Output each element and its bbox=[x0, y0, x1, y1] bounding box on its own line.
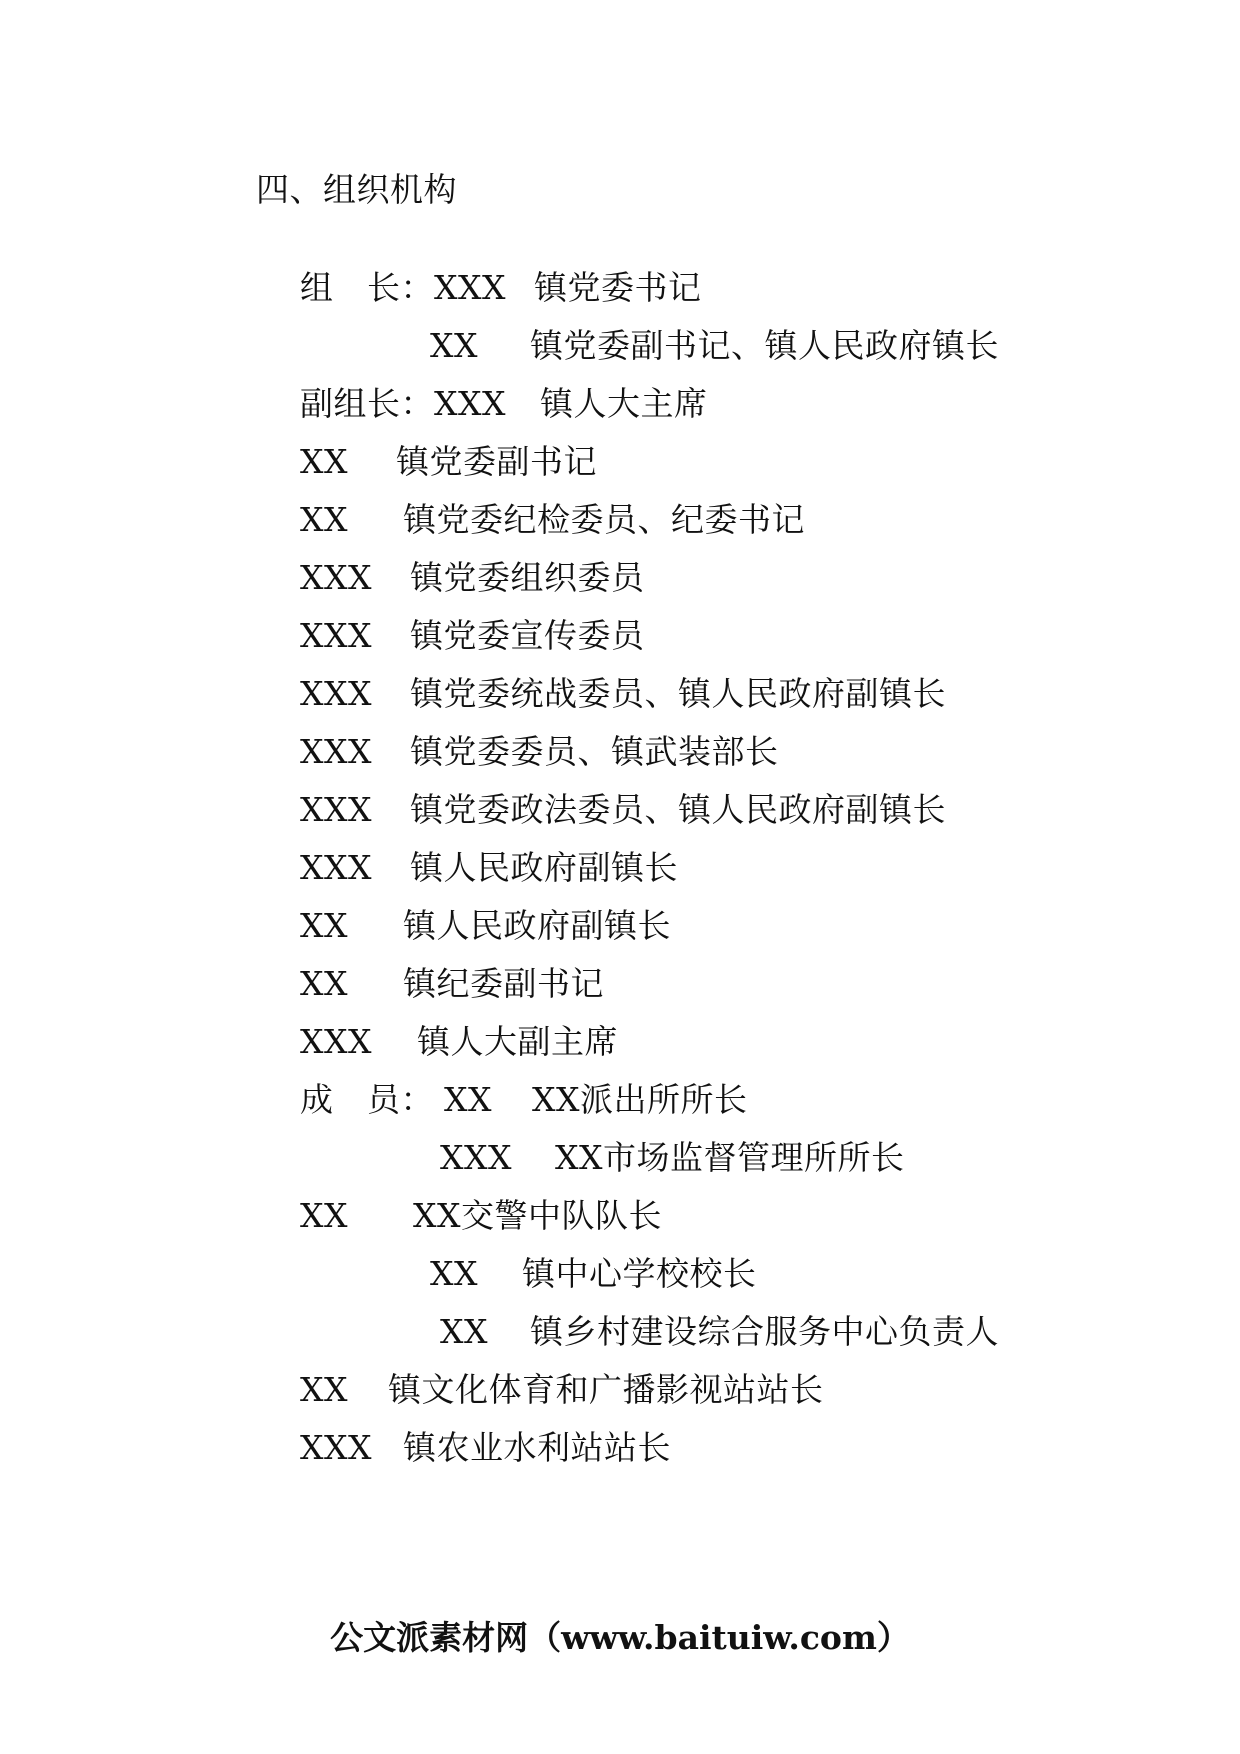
member-label: 组 长： bbox=[299, 268, 434, 307]
member-role: XX交警中队队长 bbox=[412, 1196, 662, 1235]
member-name: XXX bbox=[299, 848, 372, 887]
member-role: XX市场监督管理所所长 bbox=[554, 1138, 905, 1177]
member-label: 成 员： bbox=[299, 1080, 434, 1119]
member-name: XX bbox=[299, 500, 348, 539]
member-name: XXX bbox=[433, 268, 506, 307]
member-name: XX bbox=[299, 1370, 348, 1409]
member-name: XXX bbox=[299, 732, 372, 771]
member-role: 镇文化体育和广播影视站站长 bbox=[387, 1370, 824, 1409]
member-role: 镇党委宣传委员 bbox=[409, 616, 645, 655]
footer-watermark: 公文派素材网（www.baituiw.com） bbox=[330, 1618, 910, 1657]
member-role: 镇乡村建设综合服务中心负责人 bbox=[529, 1312, 999, 1351]
member-name: XX bbox=[429, 1254, 478, 1293]
member-role: 镇农业水利站站长 bbox=[402, 1428, 671, 1467]
member-name: XX bbox=[443, 1080, 492, 1119]
member-name: XXX bbox=[299, 674, 372, 713]
member-name: XXX bbox=[433, 384, 506, 423]
member-name: XX bbox=[299, 964, 348, 1003]
member-name: XX bbox=[299, 1196, 348, 1235]
member-name: XX bbox=[299, 442, 348, 481]
member-role: 镇党委委员、镇武装部长 bbox=[409, 732, 779, 771]
member-label: 副组长： bbox=[299, 384, 434, 423]
member-role: 镇人大主席 bbox=[539, 384, 708, 423]
member-name: XXX bbox=[299, 1022, 372, 1061]
member-name: XXX bbox=[299, 790, 372, 829]
member-name: XXX bbox=[439, 1138, 512, 1177]
member-role: 镇纪委副书记 bbox=[402, 964, 604, 1003]
member-role: XX派出所所长 bbox=[531, 1080, 748, 1119]
member-role: 镇党委统战委员、镇人民政府副镇长 bbox=[409, 674, 946, 713]
member-name: XX bbox=[299, 906, 348, 945]
member-name: XXX bbox=[299, 558, 372, 597]
member-role: 镇党委纪检委员、纪委书记 bbox=[402, 500, 805, 539]
member-role: 镇党委书记 bbox=[533, 268, 702, 307]
member-role: 镇人民政府副镇长 bbox=[409, 848, 678, 887]
member-name: XXX bbox=[299, 616, 372, 655]
member-role: 镇人民政府副镇长 bbox=[402, 906, 671, 945]
member-role: 镇人大副主席 bbox=[416, 1022, 618, 1061]
member-role: 镇党委政法委员、镇人民政府副镇长 bbox=[409, 790, 946, 829]
member-role: 镇党委组织委员 bbox=[409, 558, 645, 597]
member-line bbox=[256, 1388, 671, 1508]
member-role: 镇党委副书记、镇人民政府镇长 bbox=[529, 326, 999, 365]
member-name: XXX bbox=[299, 1428, 372, 1467]
member-name: XX bbox=[429, 326, 478, 365]
member-name: XX bbox=[439, 1312, 488, 1351]
section-heading: 四、组织机构 bbox=[256, 170, 457, 209]
member-role: 镇党委副书记 bbox=[395, 442, 597, 481]
member-role: 镇中心学校校长 bbox=[521, 1254, 757, 1293]
